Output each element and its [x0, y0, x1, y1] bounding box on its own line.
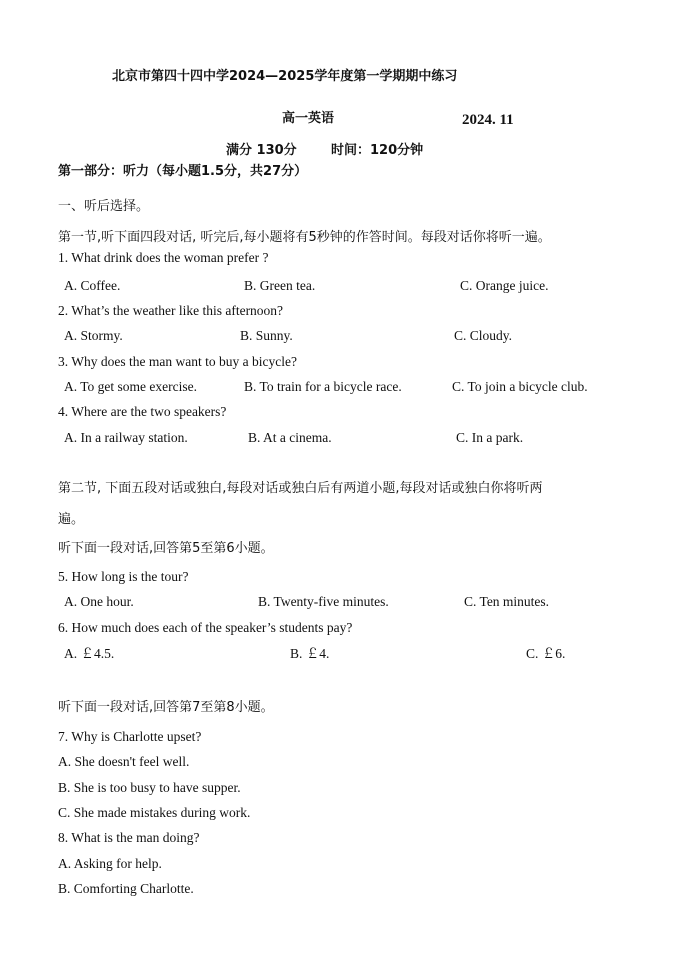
question-6-stem: 6. How much does each of the speaker’s students pay? — [58, 620, 353, 635]
question-2-option-c: C. Cloudy. — [454, 328, 513, 343]
dialog-intro-5-6: 听下面一段对话,回答第5至第6小题。 — [58, 541, 274, 556]
question-7-option-a: A. She doesn't feel well. — [58, 754, 190, 769]
question-3-option-c: C. To join a bicycle club. — [452, 379, 588, 394]
question-6-option-a: A. ￡4.5. — [64, 646, 115, 661]
question-1-stem: 1. What drink does the woman prefer ? — [58, 250, 269, 265]
section2-instruction-line1: 第二节, 下面五段对话或独白,每段对话或独白后有两道小题,每段对话或独白你将听两 — [58, 481, 543, 496]
section-label: 一、听后选择。 — [58, 199, 150, 214]
question-8-stem: 8. What is the man doing? — [58, 830, 200, 845]
part1-heading: 第一部分：听力（每小题1.5分，共27分） — [58, 164, 308, 179]
question-1-option-b: B. Green tea. — [244, 278, 316, 293]
question-6-option-b: B. ￡4. — [290, 646, 330, 661]
question-4-option-b: B. At a cinema. — [248, 430, 332, 445]
exam-date: 2024. 11 — [462, 112, 514, 128]
dialog-intro-7-8: 听下面一段对话,回答第7至第8小题。 — [58, 700, 274, 715]
question-1-option-c: C. Orange juice. — [460, 278, 549, 293]
full-score: 满分 130分 — [226, 143, 297, 158]
question-5-option-c: C. Ten minutes. — [464, 594, 550, 609]
subject-title: 高一英语 — [282, 111, 335, 126]
question-7-stem: 7. Why is Charlotte upset? — [58, 729, 202, 744]
question-4-option-a: A. In a railway station. — [64, 430, 188, 445]
question-2-option-b: B. Sunny. — [240, 328, 293, 343]
question-6-option-c: C. ￡6. — [526, 646, 566, 661]
question-2-option-a: A. Stormy. — [64, 328, 123, 343]
question-4-option-c: C. In a park. — [456, 430, 524, 445]
question-8-option-b: B. Comforting Charlotte. — [58, 881, 194, 896]
question-3-option-a: A. To get some exercise. — [64, 379, 198, 394]
question-3-option-b: B. To train for a bicycle race. — [244, 379, 402, 394]
question-3-stem: 3. Why does the man want to buy a bicycle? — [58, 354, 297, 369]
question-8-option-a: A. Asking for help. — [58, 856, 162, 871]
question-1-option-a: A. Coffee. — [64, 278, 121, 293]
exam-time: 时间：120分钟 — [331, 143, 424, 158]
question-7-option-c: C. She made mistakes during work. — [58, 805, 251, 820]
question-2-stem: 2. What’s the weather like this afternoon? — [58, 303, 284, 318]
section1-instruction: 第一节,听下面四段对话, 听完后,每小题将有5秒钟的作答时间。每段对话你将听一遍。 — [58, 230, 551, 245]
question-4-stem: 4. Where are the two speakers? — [58, 404, 227, 419]
exam-title: 北京市第四十四中学2024—2025学年度第一学期期中练习 — [112, 69, 458, 84]
question-7-option-b: B. She is too busy to have supper. — [58, 780, 241, 795]
question-5-option-a: A. One hour. — [64, 594, 134, 609]
section2-instruction-line2: 遍。 — [58, 512, 85, 527]
question-5-option-b: B. Twenty-five minutes. — [258, 594, 389, 609]
question-5-stem: 5. How long is the tour? — [58, 569, 189, 584]
